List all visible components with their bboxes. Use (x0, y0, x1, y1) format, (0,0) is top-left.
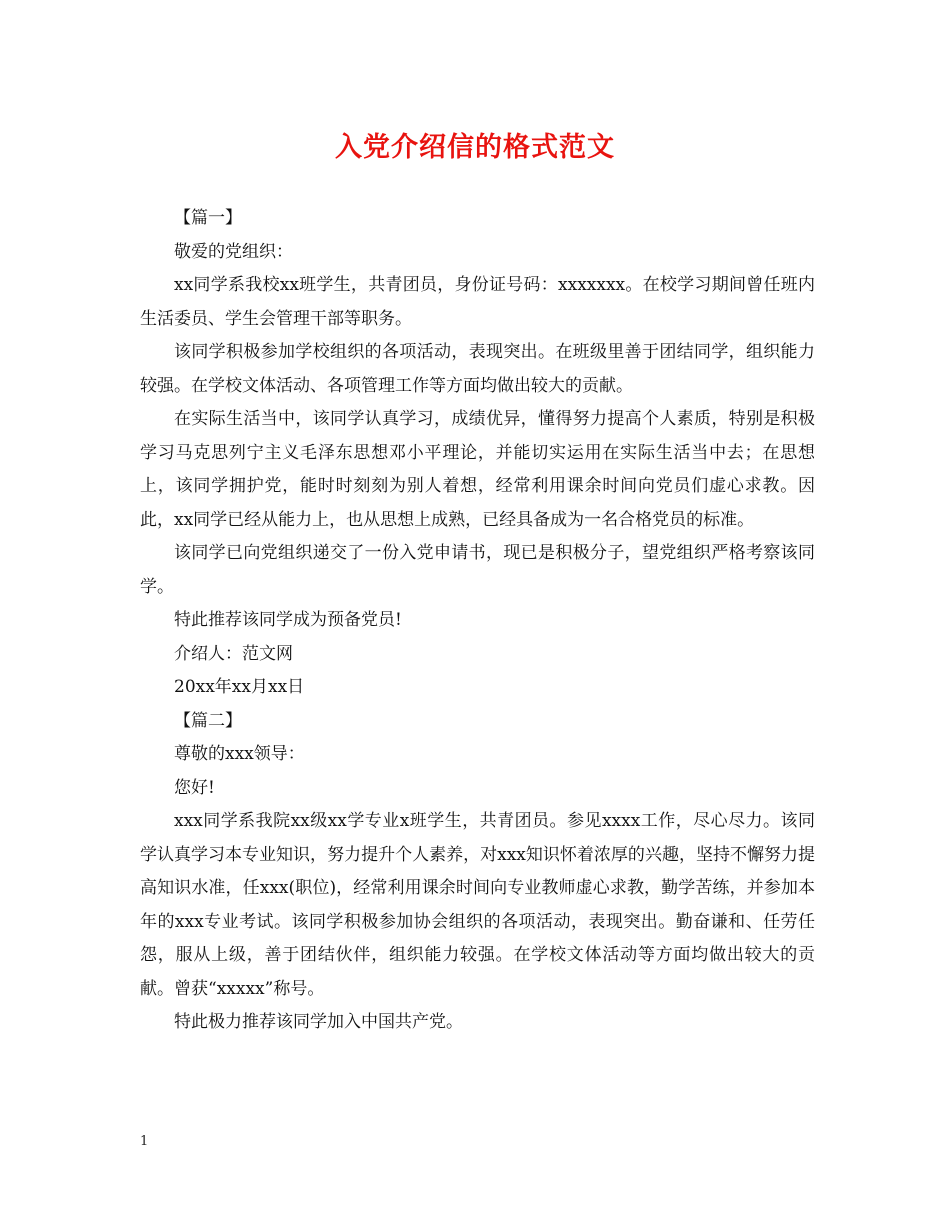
salutation-1: 敬爱的党组织： (174, 241, 293, 262)
greeting-line: 您好! (174, 777, 215, 798)
section-heading-1: 【篇一】 (174, 208, 242, 228)
salutation-2: 尊敬的xxx领导： (174, 744, 305, 764)
section-heading-2: 【篇二】 (174, 710, 242, 731)
page-number: 1 (140, 1134, 149, 1149)
body-paragraph: xx同学系我校xx班学生，共青团员，身份证号码：xxxxxxx。在校学习期间曾任班内生活委员、学生会管理干部等职务。 (140, 275, 815, 329)
introducer-line: 介绍人：范文网 (174, 643, 293, 664)
document-title: 入党介绍信的格式范文 (335, 132, 615, 163)
body-paragraph: 该同学积极参加学校组织的各项活动，表现突出。在班级里善于团结同学，组织能力较强。在学校文体活动、各项管理工作等方面均做出较大的贡献。 (140, 342, 815, 396)
document-body (140, 202, 815, 1040)
body-paragraph: 该同学已向党组织递交了一份入党申请书，现已是积极分子，望党组织严格考察该同学。 (140, 543, 815, 597)
body-paragraph: xxx同学系我院xx级xx学专业x班学生，共青团员。参见xxxx工作，尽心尽力。该同学认真学习本专业知识，努力提升个人素养，对xxx知识怀着浓厚的兴趣，坚持不懈努力提高知识水准，任xxx(职位)，经常利用课余时间向专业教师虚心求教，勤学苦练，并参加本年的xxx专业考试。该同学积极参加协会组织的各项活动，表现突出。勤奋谦和、任劳任怨，服从上级，善于团结伙伴，组织能力较强。在学校文体活动等方面均做出较大的贡献。曾获“xxxxx”称号。 (140, 811, 815, 999)
recommendation-line-1: 特此推荐该同学成为预备党员! (174, 610, 402, 630)
date-line: 20xx年xx月xx日 (174, 677, 305, 697)
body-paragraph: 在实际生活当中，该同学认真学习，成绩优异，懂得努力提高个人素质，特别是积极学习马克思列宁主义毛泽东思想邓小平理论，并能切实运用在实际生活当中去；在思想上，该同学拥护党，能时时刻刻为别人着想，经常利用课余时间向党员们虚心求教。因此，xx同学已经从能力上，也从思想上成熟，已经具备成为一名合格党员的标准。 (140, 409, 815, 530)
recommendation-line-2: 特此极力推荐该同学加入中国共产党。 (174, 1012, 463, 1032)
